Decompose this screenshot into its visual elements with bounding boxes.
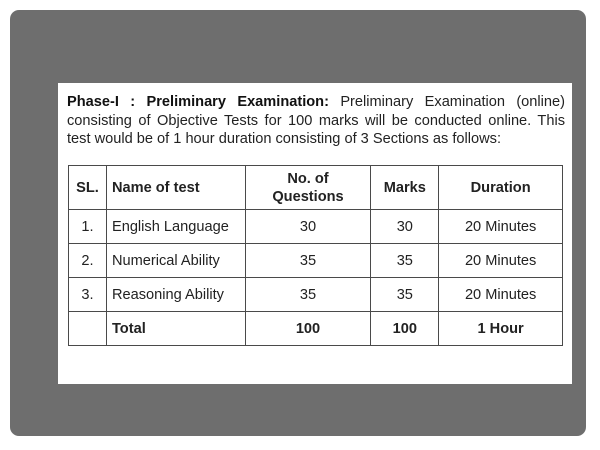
table-row	[69, 244, 563, 278]
phase-heading: Phase-I : Preliminary Examination:	[67, 94, 329, 110]
header-sl: SL.	[69, 166, 107, 210]
total-marks: 100	[371, 312, 439, 346]
header-duration: Duration	[439, 166, 563, 210]
total-sl	[69, 312, 107, 346]
header-questions	[245, 166, 371, 210]
cell-name: Numerical Ability	[106, 244, 245, 278]
cell-duration: 20 Minutes	[439, 244, 563, 278]
header-questions-line1: No. of	[287, 170, 329, 187]
total-duration: 1 Hour	[439, 312, 563, 346]
cell-duration: 20 Minutes	[439, 278, 563, 312]
table-total-row	[69, 312, 563, 346]
header-questions-line2: Questions	[272, 188, 344, 205]
table-row	[69, 278, 563, 312]
total-questions: 100	[245, 312, 371, 346]
intro-paragraph	[67, 93, 565, 149]
total-label: Total	[106, 312, 245, 346]
cell-duration: 20 Minutes	[439, 210, 563, 244]
cell-sl: 3.	[69, 278, 107, 312]
header-name: Name of test	[106, 166, 245, 210]
cell-marks: 30	[371, 210, 439, 244]
header-marks: Marks	[371, 166, 439, 210]
cell-questions: 35	[245, 244, 371, 278]
table-row	[69, 210, 563, 244]
document-page	[58, 83, 572, 384]
cell-questions: 35	[245, 278, 371, 312]
cell-questions: 30	[245, 210, 371, 244]
cell-marks: 35	[371, 278, 439, 312]
table-header-row	[69, 166, 563, 210]
cell-sl: 2.	[69, 244, 107, 278]
intro-text: Preliminary Examination (online) consisting of Objective Tests for 100 marks will be conducted online. This test would be of 1 hour duration consisting of 3 Sections as follows:	[67, 94, 565, 147]
cell-name: Reasoning Ability	[106, 278, 245, 312]
cell-sl: 1.	[69, 210, 107, 244]
image-frame	[10, 10, 586, 436]
cell-name: English Language	[106, 210, 245, 244]
cell-marks: 35	[371, 244, 439, 278]
exam-table	[68, 165, 563, 346]
